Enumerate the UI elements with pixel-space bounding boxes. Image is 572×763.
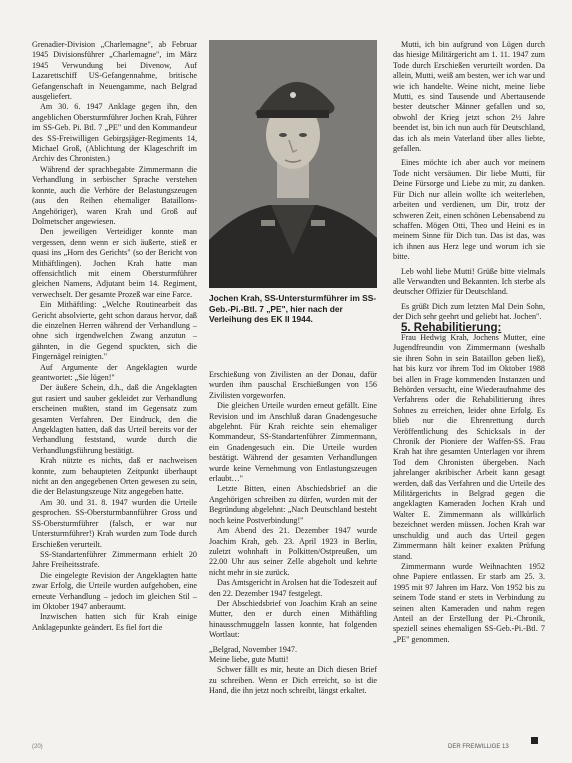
paragraph: Inzwischen hatten sich für Krah einige Anklagepunkte geändert. Es fiel fort die: [32, 612, 197, 632]
column-right: [393, 40, 545, 645]
paragraph: Der äußere Schein, d.h., daß die Angeklagten gut rasiert und sauber gekleidet zur Verhandlung erscheinen mußten, stand im Gegensatz zum gesamten Verfahren. Der Eindruck, den die Angeklagten hatten, daß das Urteil bereits vor der Verhandlung feststand, wurde durch die Verhandlungsführung bestätigt.: [32, 383, 197, 455]
paragraph: Erschießung von Zivilisten an der Donau, dafür wurden ihm pauschal Erschießungen von 156 Zivilisten vorgeworfen.: [209, 370, 377, 400]
paragraph: Am Abend des 21. Dezember 1947 wurde Joachim Krah, geb. 23. April 1923 in Berlin, zuletzt wohnhaft in Polkitten/Ostpreußen, um 22.00 Uhr aus seiner Zelle abgeholt und kehrte nicht mehr in sie zurück.: [209, 526, 377, 577]
paragraph: Die eingelegte Revision der Angeklagten hatte zwar Erfolg, die Urteile wurden aufgehoben, eine erneute Verhandlung – jedoch im gleichen Stil – im Oktober 1947 anberaumt.: [32, 570, 197, 611]
portrait-illustration: [209, 40, 377, 288]
paragraph: Die gleichen Urteile wurden erneut gefällt. Eine Revision und im Anschluß daran Gnadengesuche abgelehnt. Für Krah reichte sein ehemaliger Kommandeur, SS-Standartenführer Zimmermann, ein Gnadengesuch ein. Die Urteile wurden bestätigt. Während der gesamten Verhandlungen wurde keine Vernehmung von Entlastungszeugen erlaubt…": [209, 401, 377, 484]
paragraph: Das Amtsgericht in Arolsen hat die Todeszeit auf den 22. Dezember 1947 festgelegt.: [209, 578, 377, 598]
paragraph: Während der sprachbegabte Zimmermann die Verhandlung in serbischer Sprache verstehen konnte, auch die Verhöre der Belastungszeugen (aus den Reihen ehemaliger Bataillons-Angehöriger), waren Krah und Groß auf Dolmetscher angewiesen.: [32, 164, 197, 226]
paragraph: Leb wohl liebe Mutti! Grüße bitte vielmals alle Verwandten und Bekannten. Ich sterbe als deutscher Offizier für Deutschland.: [393, 266, 545, 297]
section-heading: 5. Rehabilitierung:: [401, 321, 502, 334]
paragraph: Ein Mithäftling: „Welche Routinearbeit das Gericht absolvierte, geht schon daraus hervor, daß die einzelnen Herren während der Verhandlung – ohne sich irgendwelchen Zwang anzutun – gähnten, in die Gegend spuckten, sich die Fingernägel reinigten.": [32, 300, 197, 362]
portrait-photo: [209, 40, 377, 288]
letter-line: Schwer fällt es mir, heute an Dich diesen Brief zu schreiben. Wenn er Dich erreicht, so ist die Hand, die ihn jetzt noch schreibt, längst erkaltet.: [209, 665, 377, 696]
letter-line: „Belgrad, November 1947.: [209, 644, 297, 654]
page-number: (20): [32, 744, 43, 750]
photo-caption: Jochen Krah, SS-Untersturmführer im SS-Geb.-Pi.-Btl. 7 „PE", hier nach der Verleihung des EK II 1944.: [209, 293, 377, 325]
paragraph: Mutti, ich bin aufgrund von Lügen durch das hiesige Militärgericht am 1. 11. 1947 zum Tode durch Erschießen verurteilt worden. Da allein, Mutti, weiß am besten, wer ich war und wie ich handelte. Weine nicht, meine liebe Mutti, es sind Tausende und Abertausende bester deutscher Männer gefallen und so, obwohl der Krieg jetzt schon 2½ Jahre beendet ist, bin ich nun auch für Deutschland, das ich als mein Vaterland über alles liebte, gefallen.: [393, 40, 545, 154]
paragraph: Frau Hedwig Krah, Jochens Mutter, eine Jugendfreundin von Zimmermann (weshalb sie ihren Sohn in sein Bataillon geben ließ), hat bis kurz vor ihrem Tod im Oktober 1988 bei allen in Frage kommenden Instanzen und Behörden versucht, eine Wiederaufnahme des Verfahrens oder die Rehabilitierung ihres Sohnes zu erreichen, leider ohne Erfolg. Es blieb nur die Ehrenrettung durch Veröffentlichung des Schicksals in der Chronik der Pioniere der Waffen-SS. Frau Krah hat ihre gesamten Unterlagen vor ihrem Tod dem Chronisten übergeben. Nach jahrelanger akribischer Arbeit kann gesagt werden, daß das Verfahren und die Urteile des Militärgerichts in Belgrad gegen die angeklagten Kameraden Jochen Krah und Walter E. Zimmermann als willkürlich bezeichnet werden müssen. Jochen Krah war unschuldig und auch das Urteil gegen Zimmermann hält keiner exakten Prüfung stand.: [393, 332, 545, 561]
paragraph: Den jeweiligen Verteidiger konnte man vergessen, denn wenn er sich äußerte, stieß er quasi ins „Horn des Gerichts" (so der Bericht von Mithäftlingen). Jochen Krah hatte man offensichtlich mit einem Obersturmführer gleichen Namens, Adjutant beim 14. Regiment, verwechselt. Der gesamte Prozeß war eine Farce.: [32, 227, 197, 299]
paragraph: Zimmermann wurde Weihnachten 1952 ohne Papiere entlassen. Er starb am 25. 3. 1995 mit 97 Jahren im Harz. Von 1952 bis zu seinem Tode stand er stets in Verbindung zu seinen alten Kameraden und nahm regen Anteil an der Erstellung der Pi.-Chronik, speziell seines ehemaligen SS-Geb.-Pi.-Btl. 7 „PE" genommen.: [393, 561, 545, 644]
paragraph: Am 30. und 31. 8. 1947 wurden die Urteile gesprochen. SS-Obersturmbannführer Gross und SS-Obersturmführer (falsch, er war nur Untersturmführer!) Krah wurden zum Tode durch Erschießen verurteilt.: [32, 497, 197, 549]
paragraph: Letzte Bitten, einen Abschiedsbrief an die Angehörigen schreiben zu dürfen, wurden mit der Begründung abgelehnt: „Nach Deutschland besteht noch keine Postverbindung!": [209, 484, 377, 525]
paragraph: Eines möchte ich aber auch vor meinem Tode nicht versäumen. Dir liebe Mutti, für Deine Fürsorge und Liebe zu mir, zu danken. Für Dich nur allein wollte ich weiterleben, arbeiten und verdienen, um Dir, trotz der schweren Zeit, einen schönen Lebensabend zu schaffen. Mögen Otti, Theo und Heini es in meinem Sinne für Dich tun. Das ist das, was ich ihnen aus Herz lege und worum ich sie bitte.: [393, 158, 545, 262]
column-left: [32, 40, 197, 633]
publication-footer: DER FREIWILLIGE 13: [448, 744, 509, 750]
column-middle: [209, 370, 377, 697]
paragraph: Es grüßt Dich zum letzten Mal Dein Sohn, der Dich sehr geehrt und geliebt hat. Jochen".: [393, 301, 545, 322]
paragraph: Der Abschiedsbrief von Joachim Krah an seine Mutter, den er durch einen Mithäftling hinausschmuggeln lassen konnte, hat folgenden Wortlaut:: [209, 598, 377, 640]
paragraph: Grenadier-Division „Charlemagne", ab Februar 1945 Divisionsführer „Charlemagne", im März 1945 Verwundung bei Divenow, Auf Lazarettschiff US-Gefangennahme, britische Gefangenschaft in Neuengamme, nach Belgrad ausgeliefert.: [32, 40, 197, 102]
paragraph: Am 30. 6. 1947 Anklage gegen ihn, den angeblichen Obersturmführer Jochen Krah, Führer im SS-Geb. Pi. Btl. 7 „PE" und den Kommandeur des SS-Freiwilligen Gebirgsjäger-Regiments 14, Michael Groß, (Ablichtung der Klageschrift im Archiv des Chronisten.): [32, 102, 197, 164]
letter-line: Meine liebe, gute Mutti!: [209, 654, 289, 664]
paragraph: Auf Argumente der Angeklagten wurde geantwortet: „Sie lügen!": [32, 362, 197, 382]
paragraph: Krah nützte es nichts, daß er nachweisen konnte, zum behaupteten Zeitpunkt überhaupt nicht an den angegebenen Orten gewesen zu sein, die der Belastungszeuge Nitz angegeben hatte.: [32, 456, 197, 497]
paragraph: SS-Standartenführer Zimmermann erhielt 20 Jahre Freiheitsstrafe.: [32, 549, 197, 570]
end-mark-icon: [531, 737, 538, 744]
